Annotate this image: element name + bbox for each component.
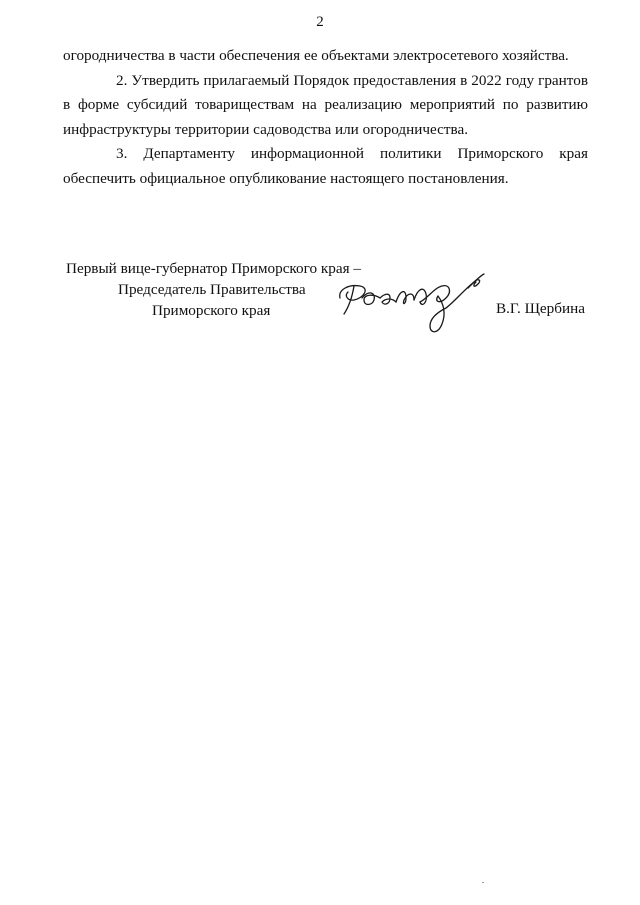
page-number: 2 — [316, 14, 324, 30]
handwritten-signature — [334, 268, 494, 344]
paragraph-1-continuation: огородничества в части обеспечения ее объектами электросетевого хозяйства. — [63, 47, 569, 64]
position-line-3: Приморского края — [152, 302, 271, 319]
paragraph-3 — [63, 142, 588, 167]
document-body — [63, 44, 588, 191]
scan-speck — [482, 882, 484, 883]
paragraph-2: 2. Утвердить прилагаемый Порядок предоставления в 2022 году грантов в форме субсидий товариществам на реализацию мероприятий по развитию инфраструктуры территории садоводства или огородничества. — [63, 71, 588, 138]
signer-name: В.Г. Щербина — [496, 300, 585, 317]
signatory-position — [66, 258, 366, 321]
paragraph-3-line-2: обеспечить официальное опубликование настоящего постановления. — [63, 169, 509, 187]
paragraph-3-line-1: 3. Департаменту информационной политики Приморского края — [116, 145, 588, 162]
position-line-1: Первый вице-губернатор Приморского края – — [66, 260, 361, 277]
position-line-2: Председатель Правительства — [118, 281, 306, 298]
